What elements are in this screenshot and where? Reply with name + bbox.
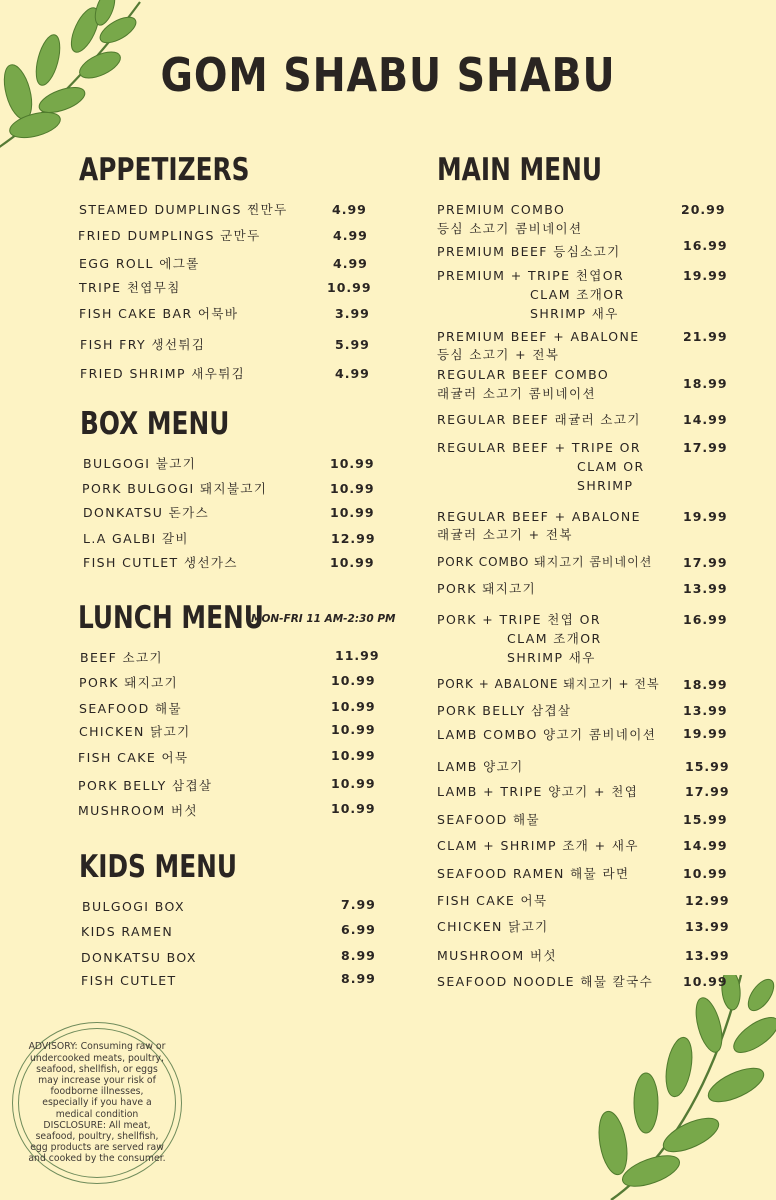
menu-item-name: DONKATSU 돈가스 — [83, 505, 210, 520]
main-menu-heading: MAIN MENU — [437, 152, 603, 188]
menu-item-name: FRIED DUMPLINGS 군만두 — [78, 228, 261, 243]
menu-item-price: 19.99 — [683, 726, 728, 741]
menu-item-name: CLAM 조개OR — [507, 631, 602, 646]
menu-item-price: 4.99 — [333, 256, 368, 271]
menu-item-name: FISH CAKE 어묵 — [437, 893, 548, 908]
restaurant-title: GOM SHABU SHABU — [160, 48, 616, 102]
menu-item-name: L.A GALBI 갈비 — [83, 531, 189, 546]
menu-item-price: 10.99 — [331, 776, 376, 791]
menu-item-price: 13.99 — [685, 919, 730, 934]
menu-item-name: MUSHROOM 버섯 — [78, 803, 198, 818]
menu-item-price: 6.99 — [341, 922, 376, 937]
menu-item-name: PORK 돼지고기 — [437, 581, 537, 596]
menu-item-name: PORK BELLY 삼겹살 — [78, 778, 213, 793]
menu-item-name: BEEF 소고기 — [80, 650, 163, 665]
menu-item-price: 16.99 — [683, 238, 728, 253]
box-menu-heading: BOX MENU — [80, 406, 230, 442]
menu-item-name: PORK COMBO 돼지고기 콤비네이션 — [437, 555, 653, 569]
menu-item-price: 18.99 — [683, 376, 728, 391]
menu-item-name: REGULAR BEEF 래귤러 소고기 — [437, 412, 641, 427]
menu-item-price: 7.99 — [341, 897, 376, 912]
menu-item-name: SHRIMP 새우 — [507, 650, 596, 665]
menu-item-price: 10.99 — [331, 699, 376, 714]
menu-item-name: CLAM OR — [577, 459, 645, 474]
lunch-menu-heading: LUNCH MENU — [78, 600, 264, 636]
menu-item-name: FISH FRY 생선튀김 — [80, 337, 206, 352]
menu-item-price: 10.99 — [330, 555, 375, 570]
menu-item-price: 17.99 — [683, 440, 728, 455]
menu-item-name: SHRIMP — [577, 478, 634, 493]
menu-item-name: SEAFOOD 해물 — [437, 812, 540, 827]
menu-item-price: 20.99 — [681, 202, 726, 217]
menu-item-name-korean: 등심 소고기 + 전복 — [437, 347, 560, 362]
menu-item-name: LAMB + TRIPE 양고기 + 천엽 — [437, 784, 639, 799]
menu-item-name-korean: 등심 소고기 콤비네이션 — [437, 221, 583, 236]
menu-item-name: LAMB COMBO 양고기 콤비네이션 — [437, 727, 657, 742]
menu-item-name: REGULAR BEEF COMBO — [437, 367, 610, 382]
menu-item-price: 13.99 — [683, 581, 728, 596]
menu-item-name: STEAMED DUMPLINGS 찐만두 — [79, 202, 288, 217]
menu-item-price: 10.99 — [683, 866, 728, 881]
menu-item-price: 11.99 — [335, 648, 380, 663]
menu-item-name-korean: 래귤러 소고기 콤비네이션 — [437, 386, 596, 401]
menu-item-price: 4.99 — [332, 202, 367, 217]
menu-item-name: PREMIUM + TRIPE 천엽OR — [437, 268, 625, 283]
menu-item-price: 17.99 — [683, 555, 728, 570]
menu-item-name: REGULAR BEEF + TRIPE OR — [437, 440, 642, 455]
menu-item-name: CHICKEN 닭고기 — [79, 724, 191, 739]
menu-item-name: FISH CUTLET 생선가스 — [83, 555, 238, 570]
menu-item-price: 8.99 — [341, 971, 376, 986]
menu-item-price: 10.99 — [330, 456, 375, 471]
leaf-branch-icon — [591, 975, 776, 1200]
menu-item-name: SHRIMP 새우 — [530, 306, 619, 321]
menu-item-price: 16.99 — [683, 612, 728, 627]
menu-item-name: FRIED SHRIMP 새우튀김 — [80, 366, 246, 381]
menu-item-name: PORK BULGOGI 돼지불고기 — [82, 481, 268, 496]
menu-item-name-korean: 래귤러 소고기 + 전복 — [437, 527, 573, 542]
menu-item-name: PREMIUM BEEF 등심소고기 — [437, 244, 621, 259]
disclosure-notice: DISCLOSURE: All meat, seafood, poultry, shellfish, egg products are served raw and cooked by the consumer. — [28, 1119, 166, 1165]
menu-item-name: TRIPE 천엽무침 — [79, 280, 181, 295]
menu-item-name: CLAM 조개OR — [530, 287, 625, 302]
advisory-text-block — [28, 1041, 166, 1164]
menu-item-price: 10.99 — [331, 748, 376, 763]
menu-item-name: FISH CAKE BAR 어묵바 — [79, 306, 239, 321]
menu-item-price: 10.99 — [331, 722, 376, 737]
menu-item-name: FISH CUTLET — [81, 973, 177, 988]
menu-item-price: 10.99 — [330, 481, 375, 496]
menu-item-price: 4.99 — [333, 228, 368, 243]
menu-item-name: BULGOGI BOX — [82, 899, 185, 914]
menu-item-price: 10.99 — [683, 974, 728, 989]
menu-item-name: BULGOGI 불고기 — [83, 456, 197, 471]
menu-item-name: FISH CAKE 어묵 — [78, 750, 189, 765]
menu-item-name: MUSHROOM 버섯 — [437, 948, 557, 963]
menu-item-price: 10.99 — [330, 505, 375, 520]
menu-item-price: 15.99 — [685, 759, 730, 774]
menu-item-price: 14.99 — [683, 412, 728, 427]
menu-item-price: 10.99 — [331, 801, 376, 816]
menu-item-price: 3.99 — [335, 306, 370, 321]
menu-item-price: 13.99 — [685, 948, 730, 963]
appetizers-heading: APPETIZERS — [79, 152, 250, 188]
menu-item-price: 18.99 — [683, 677, 728, 692]
lunch-hours: MON-FRI 11 AM-2:30 PM — [251, 613, 396, 625]
menu-item-price: 8.99 — [341, 948, 376, 963]
menu-item-price: 15.99 — [683, 812, 728, 827]
menu-item-name: LAMB 양고기 — [437, 759, 524, 774]
menu-item-name: REGULAR BEEF + ABALONE — [437, 509, 641, 524]
menu-item-price: 10.99 — [327, 280, 372, 295]
menu-item-price: 19.99 — [683, 509, 728, 524]
menu-item-name: KIDS RAMEN — [81, 924, 174, 939]
menu-item-name: SEAFOOD 해물 — [79, 701, 182, 716]
kids-menu-heading: KIDS MENU — [79, 849, 238, 885]
menu-item-name: PREMIUM BEEF + ABALONE — [437, 329, 640, 344]
menu-item-name: DONKATSU BOX — [81, 950, 197, 965]
menu-item-name: PORK + ABALONE 돼지고기 + 전복 — [437, 677, 660, 691]
menu-item-price: 19.99 — [683, 268, 728, 283]
menu-item-name: PREMIUM COMBO — [437, 202, 566, 217]
menu-item-price: 14.99 — [683, 838, 728, 853]
menu-item-name: SEAFOOD NOODLE 해물 칼국수 — [437, 974, 654, 989]
menu-item-price: 5.99 — [335, 337, 370, 352]
menu-item-name: CHICKEN 닭고기 — [437, 919, 549, 934]
menu-item-price: 21.99 — [683, 329, 728, 344]
advisory-notice: ADVISORY: Consuming raw or undercooked meats, poultry, seafood, shellfish, or eggs may increase your risk of foodborne illnesses, especially if you have a medical condition — [28, 1041, 166, 1120]
advisory-badge — [12, 1022, 182, 1184]
menu-item-name: EGG ROLL 에그롤 — [79, 256, 200, 271]
menu-item-name: SEAFOOD RAMEN 해물 라면 — [437, 866, 630, 881]
menu-item-price: 10.99 — [331, 673, 376, 688]
menu-item-price: 12.99 — [331, 531, 376, 546]
menu-item-name: PORK BELLY 삼겹살 — [437, 703, 572, 718]
menu-item-price: 4.99 — [335, 366, 370, 381]
menu-item-price: 13.99 — [683, 703, 728, 718]
menu-item-name: PORK + TRIPE 천엽 OR — [437, 612, 601, 627]
menu-item-name: PORK 돼지고기 — [79, 675, 179, 690]
menu-item-name: CLAM + SHRIMP 조개 + 새우 — [437, 838, 639, 853]
menu-item-price: 17.99 — [685, 784, 730, 799]
menu-item-price: 12.99 — [685, 893, 730, 908]
